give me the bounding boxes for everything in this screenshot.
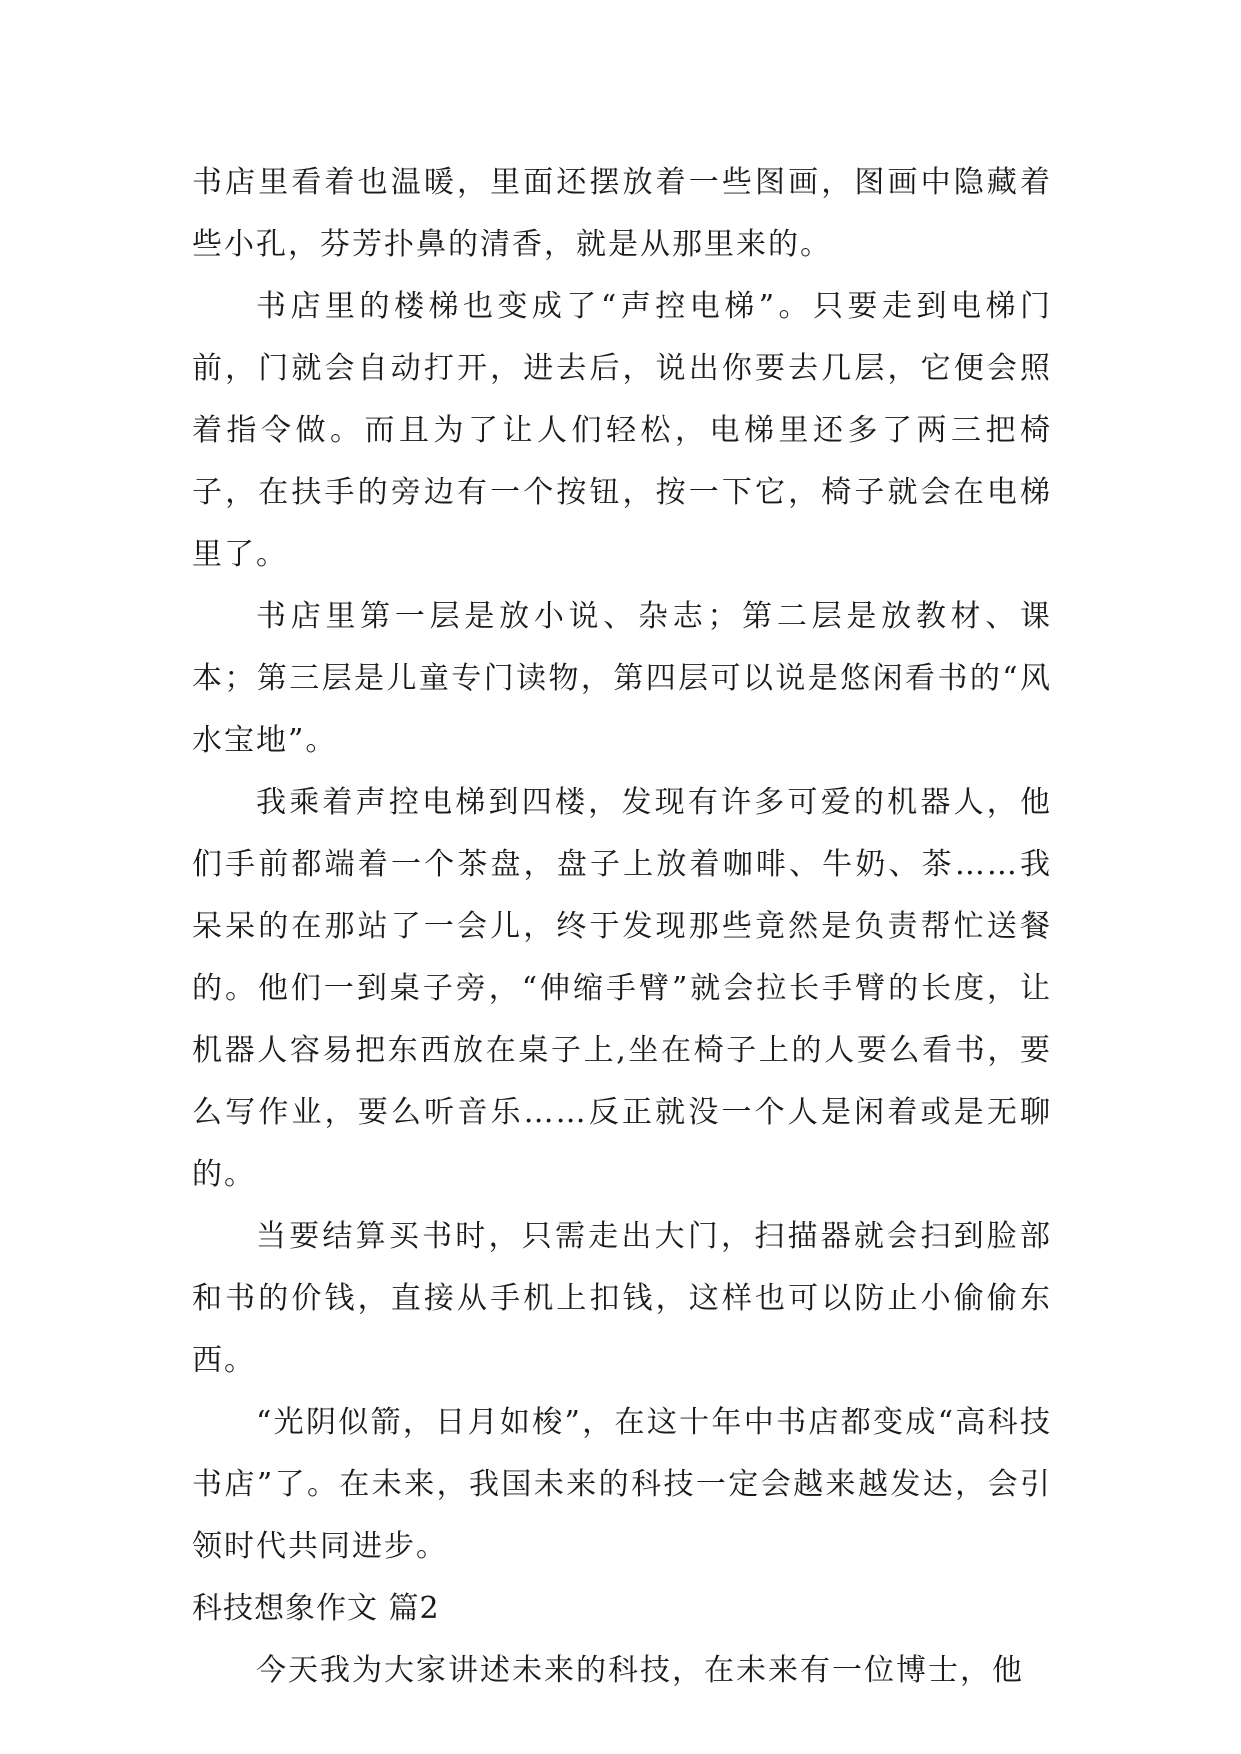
paragraph-floors: 书店里第一层是放小说、杂志；第二层是放教材、课本；第三层是儿童专门读物，第四层可以说是悠闲看书的“风水宝地”。 — [192, 599, 1052, 758]
paragraph-continued: 书店里看着也温暖，里面还摆放着一些图画，图画中隐藏着些小孔，芬芳扑鼻的清香，就是从那里来的。 — [192, 165, 1052, 262]
paragraph-next-essay: 今天我为大家讲述未来的科技，在未来有一位博士，他 — [256, 1653, 1024, 1688]
paragraph-conclusion: “光阴似箭，日月如梭”，在这十年中书店都变成“高科技书店”了。在未来，我国未来的科技一定会越来越发达，会引领时代共同进步。 — [192, 1405, 1052, 1564]
section-heading: 科技想象作文 篇2 — [192, 1591, 440, 1626]
paragraph-voice-elevator: 书店里的楼梯也变成了“声控电梯”。只要走到电梯门前，门就会自动打开，进去后，说出你要去几层，它便会照着指令做。而且为了让人们轻松，电梯里还多了两三把椅子，在扶手的旁边有一个按钮，按一下它，椅子就会在电梯里了。 — [192, 289, 1052, 572]
paragraph-checkout: 当要结算买书时，只需走出大门，扫描器就会扫到脸部和书的价钱，直接从手机上扣钱，这样也可以防止小偷偷东西。 — [192, 1219, 1052, 1378]
document-body — [192, 152, 1052, 1702]
paragraph-robots: 我乘着声控电梯到四楼，发现有许多可爱的机器人，他们手前都端着一个茶盘，盘子上放着咖啡、牛奶、茶……我呆呆的在那站了一会儿，终于发现那些竟然是负责帮忙送餐的。他们一到桌子旁，“伸缩手臂”就会拉长手臂的长度，让机器人容易把东西放在桌子上,坐在椅子上的人要么看书，要么写作业，要么听音乐……反正就没一个人是闲着或是无聊的。 — [192, 785, 1052, 1192]
